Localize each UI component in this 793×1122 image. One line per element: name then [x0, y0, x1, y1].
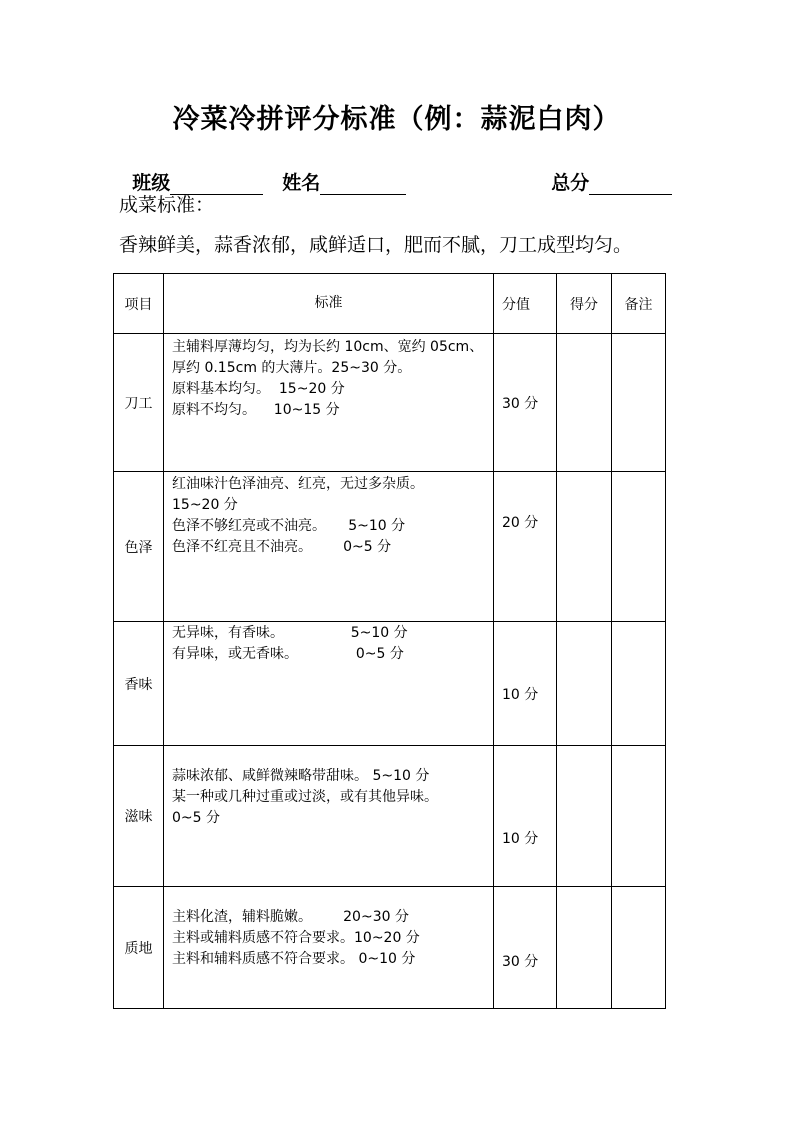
total-field — [538, 146, 672, 195]
standard-line: 厚约 0.15cm 的大薄片。25~30 分。 — [172, 360, 412, 376]
page-title: 冷菜冷拼评分标准（例：蒜泥白肉） — [172, 104, 621, 135]
standard-line: 色泽不红亮且不油亮。 0~5 分 — [172, 539, 392, 555]
total-blank[interactable] — [589, 174, 672, 195]
score-value: 30 分 — [502, 395, 539, 412]
name-field — [269, 146, 406, 195]
scoring-table — [113, 273, 666, 1009]
standard-line: 主料化渣，辅料脆嫩。 20~30 分 — [172, 909, 409, 925]
row-standard — [164, 622, 494, 746]
row-note-cell[interactable] — [612, 622, 666, 746]
standard-text: 香辣鲜美，蒜香浓郁，咸鲜适口，肥而不腻，刀工成型均匀。 — [119, 234, 633, 256]
standard-line: 色泽不够红亮或不油亮。 5~10 分 — [172, 518, 406, 534]
row-score — [494, 622, 557, 746]
row-item: 质地 — [114, 887, 164, 1009]
row-note-cell[interactable] — [612, 472, 666, 622]
header-note: 备注 — [612, 274, 666, 334]
row-note-cell[interactable] — [612, 334, 666, 472]
row-got-cell[interactable] — [557, 472, 612, 622]
standard-line: 主辅料厚薄均匀，均为长约 10cm、宽约 05cm、 — [172, 339, 484, 355]
row-got-cell[interactable] — [557, 746, 612, 887]
standard-line: 原料基本均匀。 15~20 分 — [172, 381, 345, 397]
score-value: 10 分 — [502, 687, 539, 703]
table-row — [114, 472, 666, 622]
class-field — [119, 146, 263, 195]
standard-line: 有异味，或无香味。 0~5 分 — [172, 646, 404, 662]
table-row — [114, 887, 666, 1009]
standard-line: 主料或辅料质感不符合要求。10~20 分 — [172, 930, 420, 946]
header-item: 项目 — [114, 274, 164, 334]
standard-label: 成菜标准： — [119, 194, 215, 216]
row-standard — [164, 472, 494, 622]
score-value: 10 分 — [502, 831, 539, 847]
header-standard: 标准 — [164, 274, 494, 334]
row-standard — [164, 746, 494, 887]
total-label: 总分 — [551, 172, 590, 194]
standard-line: 0~5 分 — [172, 810, 220, 826]
row-score — [494, 887, 557, 1009]
row-note-cell[interactable] — [612, 746, 666, 887]
row-got-cell[interactable] — [557, 622, 612, 746]
row-score — [494, 746, 557, 887]
score-value: 30 分 — [502, 954, 539, 970]
table-row — [114, 334, 666, 472]
row-item: 刀工 — [114, 334, 164, 472]
row-note-cell[interactable] — [612, 887, 666, 1009]
standard-line: 15~20 分 — [172, 497, 238, 513]
row-item: 色泽 — [114, 472, 164, 622]
standard-line: 红油味汁色泽油亮、红亮，无过多杂质。 — [172, 476, 424, 492]
row-got-cell[interactable] — [557, 334, 612, 472]
row-item: 滋味 — [114, 746, 164, 887]
standard-line: 某一种或几种过重或过淡，或有其他异味。 — [172, 789, 438, 805]
table-header-row — [114, 274, 666, 334]
header-score: 分值 — [494, 274, 557, 334]
standard-line: 无异味，有香味。 5~10 分 — [172, 625, 408, 641]
row-score — [494, 334, 557, 472]
standard-line: 主料和辅料质感不符合要求。 0~10 分 — [172, 951, 416, 967]
row-item: 香味 — [114, 622, 164, 746]
standard-line: 原料不均匀。 10~15 分 — [172, 402, 340, 418]
row-standard — [164, 334, 494, 472]
class-label: 班级 — [132, 172, 171, 194]
score-value: 20 分 — [502, 515, 539, 531]
row-got-cell[interactable] — [557, 887, 612, 1009]
row-standard — [164, 887, 494, 1009]
name-label: 姓名 — [282, 172, 321, 194]
row-score — [494, 472, 557, 622]
header-got: 得分 — [557, 274, 612, 334]
name-blank[interactable] — [320, 174, 406, 195]
table-row — [114, 746, 666, 887]
standard-line: 蒜味浓郁、咸鲜微辣略带甜味。 5~10 分 — [172, 768, 430, 784]
table-row — [114, 622, 666, 746]
